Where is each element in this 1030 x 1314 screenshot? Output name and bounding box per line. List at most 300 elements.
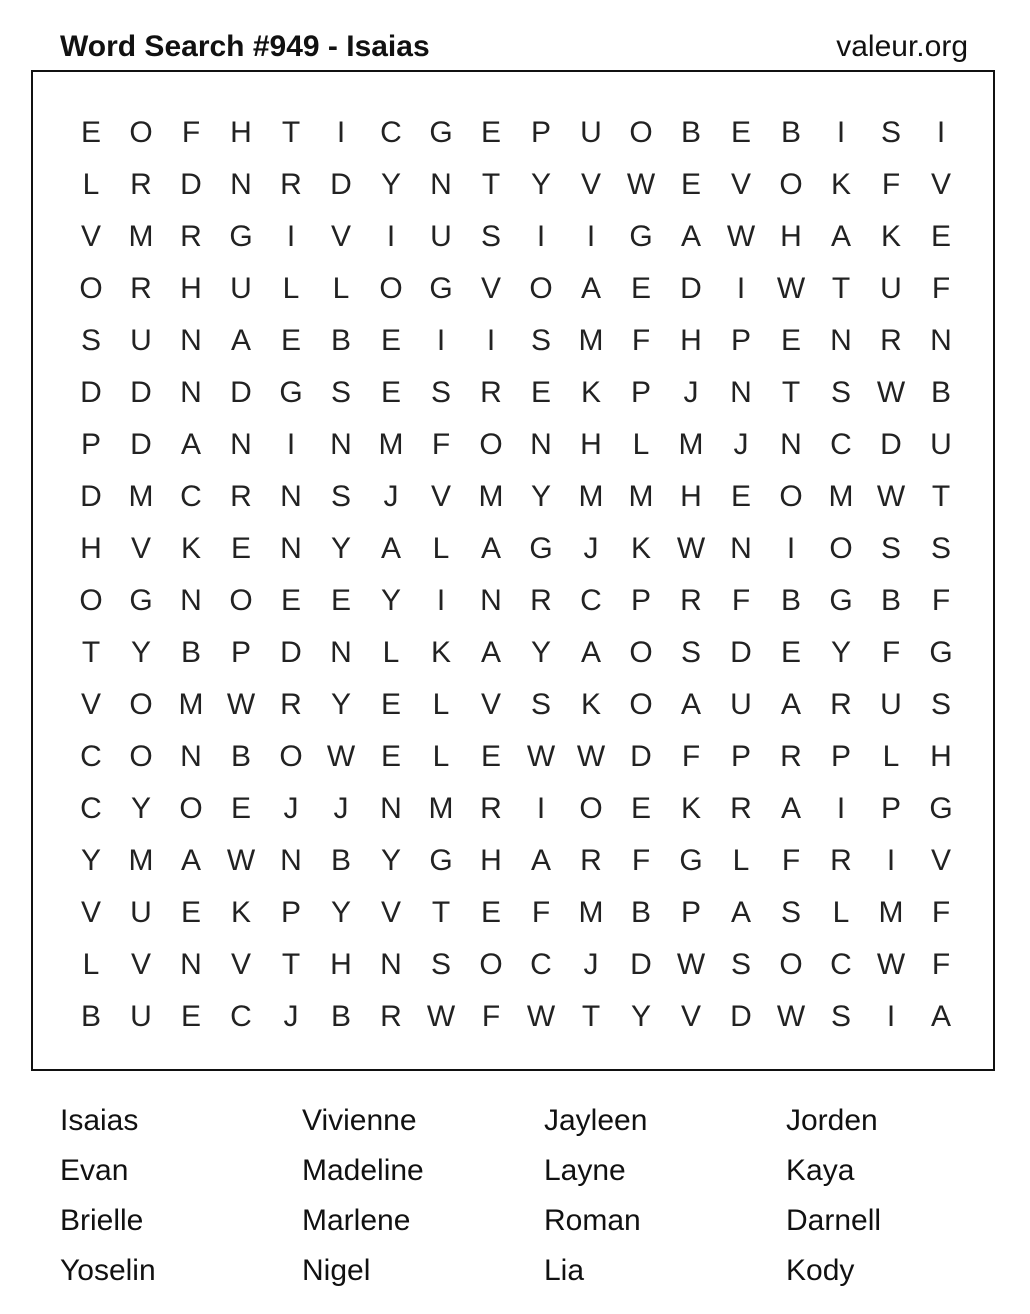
- grid-letter[interactable]: P: [830, 740, 851, 773]
- grid-letter[interactable]: W: [876, 480, 906, 513]
- grid-letter[interactable]: A: [380, 532, 401, 565]
- grid-letter[interactable]: F: [931, 272, 951, 305]
- grid-letter[interactable]: S: [330, 376, 351, 409]
- grid-letter[interactable]: E: [180, 1000, 201, 1033]
- grid-letter[interactable]: B: [880, 584, 901, 617]
- grid-letter[interactable]: V: [930, 168, 951, 201]
- grid-letter[interactable]: E: [330, 584, 351, 617]
- grid-letter[interactable]: M: [128, 480, 154, 513]
- grid-letter[interactable]: L: [332, 272, 350, 305]
- grid-letter[interactable]: S: [830, 376, 851, 409]
- grid-letter[interactable]: E: [280, 584, 301, 617]
- grid-letter[interactable]: D: [630, 948, 652, 981]
- grid-letter[interactable]: P: [230, 636, 251, 669]
- grid-letter[interactable]: R: [230, 480, 252, 513]
- grid-letter[interactable]: O: [529, 272, 553, 305]
- grid-letter[interactable]: O: [79, 584, 103, 617]
- grid-letter[interactable]: F: [531, 896, 551, 929]
- grid-letter[interactable]: F: [781, 844, 801, 877]
- grid-letter[interactable]: G: [629, 220, 653, 253]
- grid-letter[interactable]: E: [630, 272, 651, 305]
- grid-letter[interactable]: N: [280, 532, 302, 565]
- grid-letter[interactable]: N: [180, 740, 202, 773]
- grid-letter[interactable]: S: [880, 532, 901, 565]
- grid-letter[interactable]: V: [230, 948, 251, 981]
- grid-letter[interactable]: W: [526, 1000, 556, 1033]
- grid-letter[interactable]: M: [178, 688, 204, 721]
- grid-letter[interactable]: F: [681, 740, 701, 773]
- grid-letter[interactable]: N: [280, 844, 302, 877]
- grid-letter[interactable]: H: [230, 116, 252, 149]
- grid-letter[interactable]: G: [229, 220, 253, 253]
- grid-letter[interactable]: E: [230, 532, 251, 565]
- grid-letter[interactable]: O: [829, 532, 853, 565]
- grid-letter[interactable]: K: [230, 896, 251, 929]
- grid-letter[interactable]: N: [330, 636, 352, 669]
- grid-letter[interactable]: P: [280, 896, 301, 929]
- grid-letter[interactable]: M: [828, 480, 854, 513]
- grid-letter[interactable]: V: [330, 220, 351, 253]
- grid-letter[interactable]: Y: [830, 636, 851, 669]
- grid-letter[interactable]: W: [526, 740, 556, 773]
- grid-letter[interactable]: P: [80, 428, 101, 461]
- grid-letter[interactable]: N: [730, 376, 752, 409]
- grid-letter[interactable]: O: [779, 168, 803, 201]
- grid-letter[interactable]: C: [830, 428, 852, 461]
- grid-letter[interactable]: I: [836, 792, 846, 825]
- grid-letter[interactable]: A: [780, 792, 801, 825]
- grid-letter[interactable]: O: [779, 480, 803, 513]
- grid-letter[interactable]: T: [581, 1000, 601, 1033]
- grid-letter[interactable]: I: [886, 844, 896, 877]
- grid-letter[interactable]: Y: [530, 636, 551, 669]
- grid-letter[interactable]: O: [479, 948, 503, 981]
- grid-letter[interactable]: E: [230, 792, 251, 825]
- grid-letter[interactable]: Y: [80, 844, 101, 877]
- grid-letter[interactable]: H: [780, 220, 802, 253]
- grid-letter[interactable]: N: [180, 948, 202, 981]
- grid-letter[interactable]: N: [780, 428, 802, 461]
- grid-letter[interactable]: B: [330, 1000, 351, 1033]
- grid-letter[interactable]: O: [779, 948, 803, 981]
- grid-letter[interactable]: I: [536, 220, 546, 253]
- grid-letter[interactable]: W: [426, 1000, 456, 1033]
- grid-letter[interactable]: I: [286, 220, 296, 253]
- grid-letter[interactable]: I: [786, 532, 796, 565]
- grid-letter[interactable]: V: [80, 688, 101, 721]
- grid-letter[interactable]: R: [830, 844, 852, 877]
- grid-letter[interactable]: G: [429, 272, 453, 305]
- grid-letter[interactable]: D: [280, 636, 302, 669]
- grid-letter[interactable]: H: [180, 272, 202, 305]
- grid-letter[interactable]: N: [180, 584, 202, 617]
- grid-letter[interactable]: Y: [380, 168, 401, 201]
- grid-letter[interactable]: U: [580, 116, 602, 149]
- grid-letter[interactable]: S: [930, 532, 951, 565]
- grid-letter[interactable]: R: [280, 168, 302, 201]
- grid-letter[interactable]: M: [628, 480, 654, 513]
- grid-letter[interactable]: Y: [630, 1000, 651, 1033]
- grid-letter[interactable]: R: [680, 584, 702, 617]
- grid-letter[interactable]: I: [836, 116, 846, 149]
- grid-letter[interactable]: M: [578, 324, 604, 357]
- grid-letter[interactable]: K: [680, 792, 701, 825]
- grid-letter[interactable]: E: [730, 116, 751, 149]
- grid-letter[interactable]: D: [680, 272, 702, 305]
- grid-letter[interactable]: W: [876, 376, 906, 409]
- grid-letter[interactable]: F: [931, 584, 951, 617]
- grid-letter[interactable]: E: [630, 792, 651, 825]
- grid-letter[interactable]: A: [480, 636, 501, 669]
- grid-letter[interactable]: U: [130, 1000, 152, 1033]
- grid-letter[interactable]: S: [80, 324, 101, 357]
- grid-letter[interactable]: O: [129, 116, 153, 149]
- grid-letter[interactable]: R: [180, 220, 202, 253]
- grid-letter[interactable]: E: [280, 324, 301, 357]
- grid-letter[interactable]: H: [330, 948, 352, 981]
- grid-letter[interactable]: D: [630, 740, 652, 773]
- grid-letter[interactable]: T: [281, 116, 301, 149]
- grid-letter[interactable]: O: [229, 584, 253, 617]
- grid-letter[interactable]: S: [830, 1000, 851, 1033]
- grid-letter[interactable]: Y: [330, 532, 351, 565]
- grid-letter[interactable]: P: [530, 116, 551, 149]
- grid-letter[interactable]: E: [80, 116, 101, 149]
- grid-letter[interactable]: W: [776, 1000, 806, 1033]
- grid-letter[interactable]: G: [529, 532, 553, 565]
- grid-letter[interactable]: T: [81, 636, 101, 669]
- grid-letter[interactable]: H: [930, 740, 952, 773]
- grid-letter[interactable]: R: [380, 1000, 402, 1033]
- grid-letter[interactable]: N: [430, 168, 452, 201]
- grid-letter[interactable]: E: [530, 376, 551, 409]
- grid-letter[interactable]: V: [430, 480, 451, 513]
- grid-letter[interactable]: Y: [330, 688, 351, 721]
- grid-letter[interactable]: U: [430, 220, 452, 253]
- grid-letter[interactable]: W: [626, 168, 656, 201]
- grid-letter[interactable]: C: [80, 740, 102, 773]
- grid-letter[interactable]: A: [930, 1000, 951, 1033]
- grid-letter[interactable]: P: [630, 584, 651, 617]
- grid-letter[interactable]: T: [481, 168, 501, 201]
- grid-letter[interactable]: W: [326, 740, 356, 773]
- grid-letter[interactable]: N: [530, 428, 552, 461]
- grid-letter[interactable]: G: [829, 584, 853, 617]
- grid-letter[interactable]: B: [180, 636, 201, 669]
- grid-letter[interactable]: U: [880, 272, 902, 305]
- grid-letter[interactable]: A: [680, 220, 701, 253]
- grid-letter[interactable]: L: [732, 844, 750, 877]
- grid-letter[interactable]: F: [731, 584, 751, 617]
- grid-letter[interactable]: M: [378, 428, 404, 461]
- grid-letter[interactable]: A: [680, 688, 701, 721]
- grid-letter[interactable]: H: [580, 428, 602, 461]
- grid-letter[interactable]: J: [583, 532, 599, 565]
- grid-letter[interactable]: V: [130, 532, 151, 565]
- grid-letter[interactable]: N: [730, 532, 752, 565]
- grid-letter[interactable]: K: [880, 220, 901, 253]
- grid-letter[interactable]: F: [931, 948, 951, 981]
- grid-letter[interactable]: I: [886, 1000, 896, 1033]
- grid-letter[interactable]: U: [730, 688, 752, 721]
- grid-letter[interactable]: M: [578, 896, 604, 929]
- grid-letter[interactable]: R: [880, 324, 902, 357]
- grid-letter[interactable]: N: [180, 324, 202, 357]
- grid-letter[interactable]: C: [530, 948, 552, 981]
- grid-letter[interactable]: G: [929, 792, 953, 825]
- grid-letter[interactable]: I: [536, 792, 546, 825]
- grid-letter[interactable]: O: [629, 688, 653, 721]
- grid-letter[interactable]: O: [179, 792, 203, 825]
- grid-letter[interactable]: Y: [530, 480, 551, 513]
- grid-letter[interactable]: O: [129, 688, 153, 721]
- grid-letter[interactable]: N: [830, 324, 852, 357]
- grid-letter[interactable]: U: [130, 896, 152, 929]
- grid-letter[interactable]: U: [880, 688, 902, 721]
- grid-letter[interactable]: K: [180, 532, 201, 565]
- grid-letter[interactable]: G: [679, 844, 703, 877]
- grid-letter[interactable]: N: [380, 948, 402, 981]
- grid-letter[interactable]: A: [580, 636, 601, 669]
- grid-letter[interactable]: V: [730, 168, 751, 201]
- grid-letter[interactable]: G: [279, 376, 303, 409]
- grid-letter[interactable]: L: [282, 272, 300, 305]
- grid-letter[interactable]: U: [930, 428, 952, 461]
- grid-letter[interactable]: U: [130, 324, 152, 357]
- grid-letter[interactable]: B: [330, 324, 351, 357]
- grid-letter[interactable]: S: [680, 636, 701, 669]
- grid-letter[interactable]: L: [632, 428, 650, 461]
- grid-letter[interactable]: S: [480, 220, 501, 253]
- grid-letter[interactable]: P: [630, 376, 651, 409]
- grid-letter[interactable]: D: [130, 376, 152, 409]
- grid-letter[interactable]: S: [780, 896, 801, 929]
- grid-letter[interactable]: G: [429, 116, 453, 149]
- grid-letter[interactable]: B: [330, 844, 351, 877]
- grid-letter[interactable]: V: [80, 896, 101, 929]
- grid-letter[interactable]: K: [630, 532, 651, 565]
- grid-letter[interactable]: I: [486, 324, 496, 357]
- grid-letter[interactable]: S: [430, 376, 451, 409]
- grid-letter[interactable]: A: [180, 428, 201, 461]
- grid-letter[interactable]: W: [226, 688, 256, 721]
- grid-letter[interactable]: D: [730, 636, 752, 669]
- grid-letter[interactable]: S: [530, 688, 551, 721]
- grid-letter[interactable]: G: [429, 844, 453, 877]
- grid-letter[interactable]: D: [130, 428, 152, 461]
- grid-letter[interactable]: F: [881, 168, 901, 201]
- grid-letter[interactable]: J: [733, 428, 749, 461]
- grid-letter[interactable]: O: [629, 636, 653, 669]
- grid-letter[interactable]: I: [436, 324, 446, 357]
- grid-letter[interactable]: Y: [130, 636, 151, 669]
- grid-letter[interactable]: E: [480, 896, 501, 929]
- grid-letter[interactable]: V: [480, 688, 501, 721]
- grid-letter[interactable]: Y: [380, 584, 401, 617]
- grid-letter[interactable]: A: [230, 324, 251, 357]
- grid-letter[interactable]: S: [530, 324, 551, 357]
- grid-letter[interactable]: T: [931, 480, 951, 513]
- grid-letter[interactable]: R: [130, 272, 152, 305]
- grid-letter[interactable]: E: [930, 220, 951, 253]
- grid-letter[interactable]: I: [936, 116, 946, 149]
- grid-letter[interactable]: S: [430, 948, 451, 981]
- grid-letter[interactable]: O: [579, 792, 603, 825]
- grid-letter[interactable]: Y: [130, 792, 151, 825]
- grid-letter[interactable]: E: [180, 896, 201, 929]
- grid-letter[interactable]: E: [680, 168, 701, 201]
- grid-letter[interactable]: K: [580, 688, 601, 721]
- grid-letter[interactable]: E: [780, 636, 801, 669]
- grid-letter[interactable]: R: [780, 740, 802, 773]
- grid-letter[interactable]: I: [736, 272, 746, 305]
- grid-letter[interactable]: O: [279, 740, 303, 773]
- grid-letter[interactable]: R: [580, 844, 602, 877]
- grid-letter[interactable]: F: [931, 896, 951, 929]
- grid-letter[interactable]: T: [831, 272, 851, 305]
- grid-letter[interactable]: K: [430, 636, 451, 669]
- grid-letter[interactable]: C: [830, 948, 852, 981]
- grid-letter[interactable]: I: [436, 584, 446, 617]
- grid-letter[interactable]: A: [730, 896, 751, 929]
- grid-letter[interactable]: V: [380, 896, 401, 929]
- grid-letter[interactable]: D: [730, 1000, 752, 1033]
- grid-letter[interactable]: F: [631, 324, 651, 357]
- grid-letter[interactable]: M: [428, 792, 454, 825]
- grid-letter[interactable]: A: [180, 844, 201, 877]
- grid-letter[interactable]: E: [380, 688, 401, 721]
- grid-letter[interactable]: L: [432, 688, 450, 721]
- grid-letter[interactable]: Y: [380, 844, 401, 877]
- grid-letter[interactable]: E: [380, 740, 401, 773]
- grid-letter[interactable]: Y: [530, 168, 551, 201]
- grid-letter[interactable]: O: [129, 740, 153, 773]
- grid-letter[interactable]: N: [280, 480, 302, 513]
- grid-letter[interactable]: P: [730, 740, 751, 773]
- grid-letter[interactable]: J: [383, 480, 399, 513]
- grid-letter[interactable]: R: [730, 792, 752, 825]
- grid-letter[interactable]: L: [432, 532, 450, 565]
- grid-letter[interactable]: B: [630, 896, 651, 929]
- grid-letter[interactable]: M: [128, 220, 154, 253]
- grid-letter[interactable]: L: [82, 168, 100, 201]
- grid-letter[interactable]: E: [480, 740, 501, 773]
- grid-letter[interactable]: S: [730, 948, 751, 981]
- grid-letter[interactable]: C: [80, 792, 102, 825]
- grid-letter[interactable]: L: [882, 740, 900, 773]
- grid-letter[interactable]: W: [226, 844, 256, 877]
- grid-letter[interactable]: B: [780, 584, 801, 617]
- grid-letter[interactable]: L: [432, 740, 450, 773]
- grid-letter[interactable]: B: [680, 116, 701, 149]
- grid-letter[interactable]: I: [286, 428, 296, 461]
- grid-letter[interactable]: V: [480, 272, 501, 305]
- grid-letter[interactable]: T: [781, 376, 801, 409]
- grid-letter[interactable]: N: [230, 428, 252, 461]
- grid-letter[interactable]: A: [580, 272, 601, 305]
- grid-letter[interactable]: P: [730, 324, 751, 357]
- grid-letter[interactable]: F: [481, 1000, 501, 1033]
- grid-letter[interactable]: B: [930, 376, 951, 409]
- grid-letter[interactable]: H: [80, 532, 102, 565]
- grid-letter[interactable]: B: [780, 116, 801, 149]
- grid-letter[interactable]: V: [80, 220, 101, 253]
- grid-letter[interactable]: R: [530, 584, 552, 617]
- grid-letter[interactable]: F: [431, 428, 451, 461]
- grid-letter[interactable]: R: [130, 168, 152, 201]
- grid-letter[interactable]: S: [930, 688, 951, 721]
- grid-letter[interactable]: E: [380, 376, 401, 409]
- grid-letter[interactable]: F: [631, 844, 651, 877]
- grid-letter[interactable]: R: [480, 376, 502, 409]
- grid-letter[interactable]: M: [128, 844, 154, 877]
- grid-letter[interactable]: W: [676, 948, 706, 981]
- grid-letter[interactable]: F: [881, 636, 901, 669]
- grid-letter[interactable]: D: [80, 480, 102, 513]
- grid-letter[interactable]: C: [380, 116, 402, 149]
- grid-letter[interactable]: V: [580, 168, 601, 201]
- grid-letter[interactable]: K: [830, 168, 851, 201]
- grid-letter[interactable]: V: [930, 844, 951, 877]
- grid-letter[interactable]: T: [431, 896, 451, 929]
- grid-letter[interactable]: R: [830, 688, 852, 721]
- grid-letter[interactable]: D: [230, 376, 252, 409]
- grid-letter[interactable]: N: [380, 792, 402, 825]
- grid-letter[interactable]: Y: [330, 896, 351, 929]
- grid-letter[interactable]: R: [480, 792, 502, 825]
- grid-letter[interactable]: A: [830, 220, 851, 253]
- grid-letter[interactable]: M: [478, 480, 504, 513]
- grid-letter[interactable]: N: [180, 376, 202, 409]
- grid-letter[interactable]: D: [330, 168, 352, 201]
- grid-letter[interactable]: S: [330, 480, 351, 513]
- grid-letter[interactable]: J: [283, 792, 299, 825]
- grid-letter[interactable]: H: [680, 480, 702, 513]
- grid-letter[interactable]: N: [480, 584, 502, 617]
- grid-letter[interactable]: W: [576, 740, 606, 773]
- grid-letter[interactable]: D: [180, 168, 202, 201]
- grid-letter[interactable]: E: [730, 480, 751, 513]
- grid-letter[interactable]: O: [79, 272, 103, 305]
- grid-letter[interactable]: J: [683, 376, 699, 409]
- grid-letter[interactable]: S: [880, 116, 901, 149]
- grid-letter[interactable]: M: [578, 480, 604, 513]
- grid-letter[interactable]: L: [382, 636, 400, 669]
- grid-letter[interactable]: C: [580, 584, 602, 617]
- grid-letter[interactable]: V: [130, 948, 151, 981]
- grid-letter[interactable]: J: [583, 948, 599, 981]
- grid-letter[interactable]: I: [336, 116, 346, 149]
- grid-letter[interactable]: T: [281, 948, 301, 981]
- grid-letter[interactable]: N: [330, 428, 352, 461]
- grid-letter[interactable]: B: [80, 1000, 101, 1033]
- grid-letter[interactable]: L: [832, 896, 850, 929]
- grid-letter[interactable]: E: [480, 116, 501, 149]
- grid-letter[interactable]: O: [629, 116, 653, 149]
- grid-letter[interactable]: P: [880, 792, 901, 825]
- grid-letter[interactable]: H: [680, 324, 702, 357]
- grid-letter[interactable]: W: [676, 532, 706, 565]
- grid-letter[interactable]: B: [230, 740, 251, 773]
- grid-letter[interactable]: U: [230, 272, 252, 305]
- grid-letter[interactable]: W: [776, 272, 806, 305]
- grid-letter[interactable]: M: [678, 428, 704, 461]
- grid-letter[interactable]: R: [280, 688, 302, 721]
- grid-letter[interactable]: D: [880, 428, 902, 461]
- grid-letter[interactable]: W: [726, 220, 756, 253]
- grid-letter[interactable]: L: [82, 948, 100, 981]
- grid-letter[interactable]: P: [680, 896, 701, 929]
